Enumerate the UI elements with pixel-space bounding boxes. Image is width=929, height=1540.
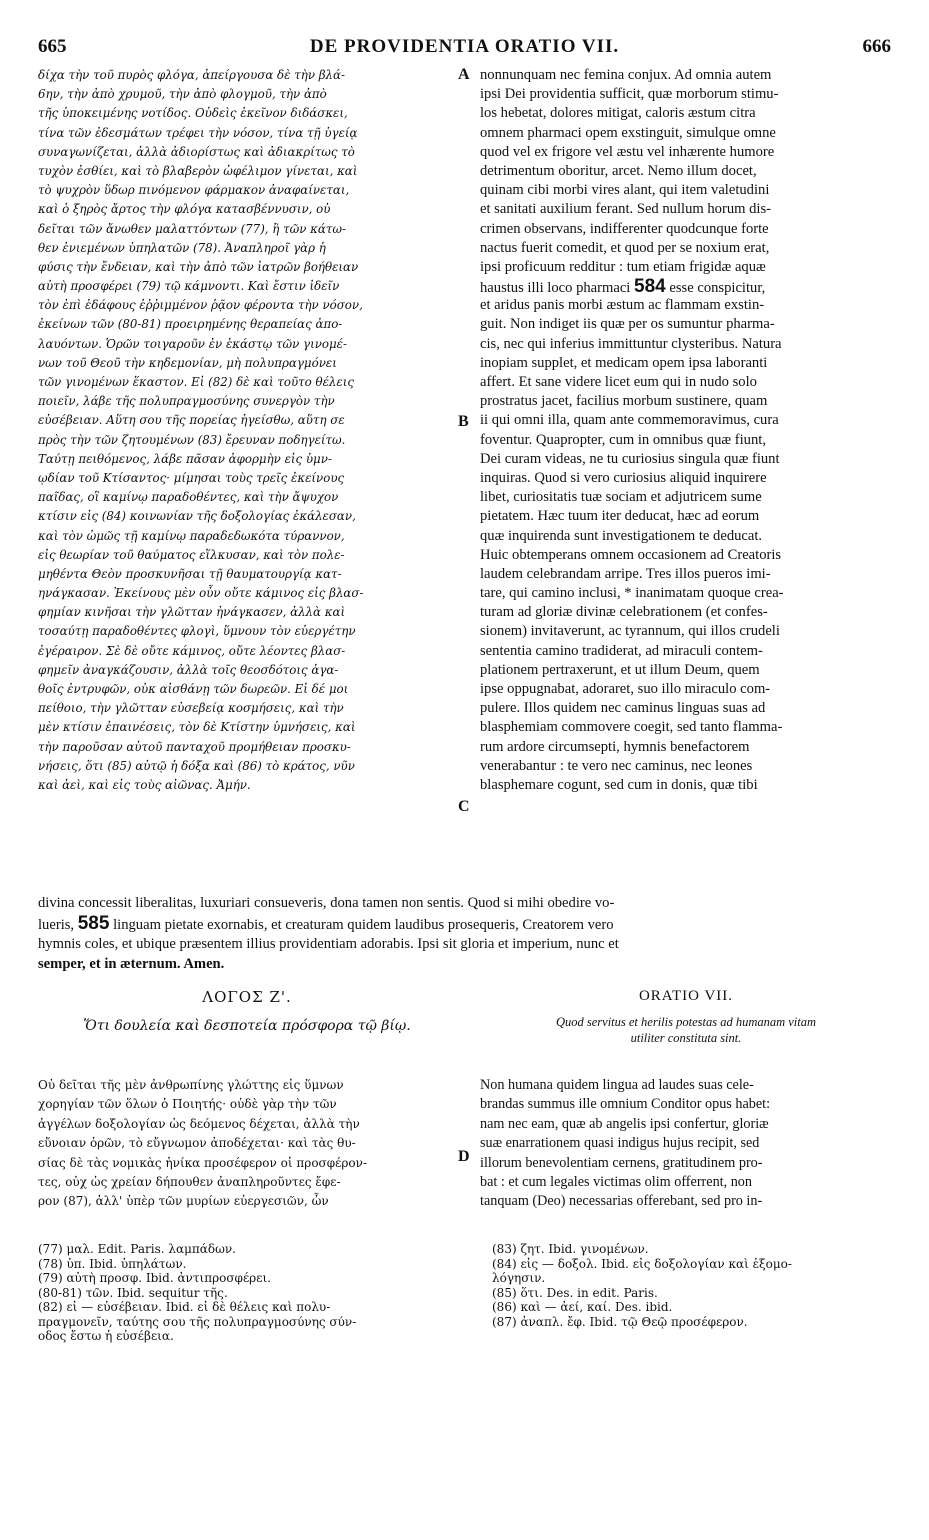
running-header [38,36,891,64]
full-width-line [38,914,891,936]
footnote-line: (87) ἀναπλ. ἔφ. Ibid. τῷ Θεῷ προσέφερον. [492,1314,748,1329]
greek-text-line: νων τοῦ Θεοῦ τὴν κηδεμονίαν, μὴ πολυπραγμόνει [38,355,337,370]
greek-text-line: ποιεῖν, λάβε τῆς πολυπραγμοσύνης συνεργὸν τὴν [38,394,335,409]
greek-text-line: δίχα τὴν τοῦ πυρὸς φλόγα, ἀπείργουσα δὲ τὴν βλά- [38,68,345,82]
footnote-line: (80-81) τῶν. Ibid. sequitur τῆς. [38,1285,228,1300]
margin-letter-b: B [458,413,469,430]
latin-text-line: affert. Et sane videre licet eum qui in nudo solo [480,374,757,390]
greek-text-line: φημίαν κινῆσαι τὴν γλῶτταν ἠνάγκασεν, ἀλλὰ καὶ [38,605,346,620]
latin-text-line: guit. Non indiget iis quæ per os sumuntur pharma- [480,316,775,333]
greek-text-line: τὸ ψυχρὸν ὕδωρ πινόμενον φάρμακον ἀναφαίνεται, [38,183,350,198]
greek-text-line: τῶν γινομένων ἕκαστον. Εἰ (82) δὲ καὶ τοῦτο θέλεις [38,375,354,389]
greek-text-line: αὐτὴ προσφέρει (79) τῷ κάμνοντι. Καὶ ἔστιν ἰδεῖν [38,279,340,294]
greek-text-line: φύσις τὴν ἔνδειαν, καὶ τὴν ἀπὸ τῶν ἰατρῶν βοήθειαν [38,259,359,274]
latin-text-line: inopiam supplet, et medicam opem ipsa laboranti [480,354,768,371]
latin-text-line: quæ inquirenda sunt investigationem te deducat. [480,527,763,544]
footnote-line: (83) ζητ. Ibid. γινομένων. [492,1242,649,1256]
margin-letter-a: A [458,66,470,83]
greek-text-line: ηνάγκασαν. Ἐκείνους μὲν οὖν οὔτε κάμινος εἰς βλασ- [38,586,364,601]
footnote-line: (85) ὅτι. Des. in edit. Paris. [492,1285,658,1300]
greek-text-line: ἀγγέλων δοξολογίαν ὡς δεόμενος δέχεται, ἀλλὰ τὴν [38,1116,360,1131]
latin-text-line: quod vel ex frigore vel æstu vel inhærente humore [480,143,775,160]
greek-text-line: εἰς θεωρίαν τοῦ θαύματος εἵλκυσαν, καὶ τὸν πολε- [38,547,345,562]
page-title: DE PROVIDENTIA ORATIO VII. [309,36,620,57]
text-fragment: linguam pietate exornabis, et creaturam quidem laudibus prosequeris, Creatorem vero [113,916,614,933]
latin-text-line: inquiras. Quod si vero curiosius aliquid inquirere [480,469,767,486]
greek-text-line: συναγωνίζεται, ἀλλὰ ἀδιορίστως καὶ ἀδιακρίτως τὸ [38,144,355,159]
latin-text-line: bat : et cum legales victimas olim offerrent, non [480,1174,752,1191]
latin-text-line: tanquam (Deo) necessarias offerebant, sed pro in- [480,1193,763,1210]
latin-text-line: turam ad gloriæ divinæ celebrationem (et confes- [480,604,768,621]
latin-text-line: pulere. Illos quidem nec caminus linguas suas ad [480,700,766,717]
greek-text-line: Ταύτῃ πειθόμενος, λάβε πᾶσαν ἀφορμὴν εἰς ὑμν- [38,451,332,466]
latin-text-line: illorum benevolentiam cernens, gratitudinem pro- [480,1154,763,1171]
latin-text-line: venerabantur : te vero nec caminus, nec leones [480,757,753,774]
latin-text-line: foventur. Quapropter, cum in omnibus quæ fiunt, [480,431,766,448]
greek-text-line: τυχὸν ἐσθίει, καὶ τὸ βλαβερὸν ὠφέλιμον γίνεται, καὶ [38,163,358,178]
page-number-left: 665 [38,36,67,57]
latin-text-line: los hebetat, dolores mitigat, caloris æstum citra [480,105,756,122]
greek-text-line: τὸν ἐπὶ ἐδάφους ἐῤῥιμμένον ῥᾷον φέροντα τὴν νόσον, [38,298,363,313]
latin-text-line: prostratus jacet, facilius morbum sustinere, quam [480,393,768,410]
greek-text-line: τοσαύτῃ παραδοθέντες φλογὶ, ὕμνουν τὸν εὐεργέτην [38,624,356,639]
text-fragment: lueris, [38,916,75,933]
greek-text-line: καὶ ἀεὶ, καὶ εἰς τοὺς αἰῶνας. Ἀμήν. [38,777,251,792]
greek-text-line: δεῖται τῶν ἄνωθεν μαλαττόντων (77), ἢ τῶν κάτω- [38,221,347,236]
latin-text-line: Non humana quidem lingua ad laudes suas cele- [480,1077,754,1093]
latin-text-line: tare, qui camino inclusi, * inanimatam quoque crea- [480,585,784,602]
greek-text-line: σίας δὲ τὰς νομικὰς ἡνίκα προσέφερον οἱ προσφέρον- [38,1155,367,1170]
latin-text-line: pietatem. Hæc tuum iter deducat, hæc ad eorum [480,508,760,525]
latin-text-line: quinam cibi morbi vires alant, qui item valetudini [480,182,770,199]
latin-section-title: ORATIO VII. [638,988,734,1004]
full-width-paragraph [38,894,891,974]
full-width-line: divina concessit liberalitas, luxuriari consueveris, dona tamen non sentis. Quod si mihi obedire vo- [38,895,615,911]
greek-section-title: ΛΟΓΟΣ Ζ'. [202,988,292,1006]
latin-text-line: cis, nec qui inferius immittuntur clysteribus. Natura [480,335,782,352]
latin-text-line: ipsi Dei providentia sufficit, quæ morborum stimu- [480,86,779,103]
greek-text-line: λαυόντων. Ὁρῶν τοιγαροῦν ἐν ἑκάστῳ τῶν γινομέ- [38,336,347,351]
greek-text-line: μηθέντα Θεὸν προσκυνῆσαι τῇ θαυματουργίᾳ κατ- [38,566,342,581]
footnotes-left [38,1242,356,1344]
greek-text-line: ῳδίαν τοῦ Κτίσαντος· μίμησαι τοὺς τρεῖς ἐκείνους [38,470,345,485]
page-number-right: 666 [862,36,891,57]
footnote-line: (82) εἰ — εὐσέβειαν. Ibid. εἰ δὲ θέλεις καὶ πολυ- [38,1300,331,1314]
greek-text-line: ρον (87), ἀλλ' ὑπὲρ τῶν μυρίων εὐεργεσιῶν, ὧν [38,1194,329,1209]
greek-text-line: ἐγέραιρον. Σὲ δὲ οὔτε κάμινος, οὔτε λέοντες βλασ- [38,643,346,658]
greek-text-line: καὶ ὁ ξηρὸς ἄρτος τὴν φλόγα κατασβέννυσιν, οὐ [38,202,331,217]
latin-text-line: et aridus panis morbi æstum ac flammam exstin- [480,297,765,314]
greek-text-line: τες, οὐχ ὡς χρείαν δήπουθεν ἀναπληροῦντες ἔφε- [38,1175,341,1190]
greek-text-line: νήσεις, ὅτι (85) αὐτῷ ἡ δόξα καὶ (86) τὸ κράτος, νῦν [38,758,355,773]
full-width-line: hymnis coles, et ubique præsentem illius providentiam adorabis. Ipsi sit gloria et imperium, nunc et [38,936,619,952]
latin-text-line: nactus fuerit comedit, et quod per se noxium erat, [480,239,770,256]
latin-text-line: sionem) invitaverunt, ac tyrannum, qui illos crudeli [480,623,780,640]
text-fragment: haustus illi loco pharmaci [480,280,631,297]
full-width-line: semper, et in æternum. Amen. [38,955,225,972]
latin-text-line: nam nec eam, quæ ab angelis ipsi confertur, gloriæ [480,1115,769,1132]
greek-column [38,66,456,795]
latin-text-line: blasphemiam commovere coegit, sed tanto flamma- [480,719,783,736]
latin-text-line: libet, curiositatis tuæ sociam et adjutricem sume [480,489,762,506]
latin-text-line: rum ardore circumsepti, hymnis benefactorem [480,738,750,755]
latin-text-line: ipsi proficuum redditur : tum etiam frigidæ aquæ [480,258,766,275]
latin-text-line [480,277,892,296]
subtitle-line: Quod servitus et herilis potestas ad humanam vitam [555,1015,817,1029]
latin-text-line: nonnunquam nec femina conjux. Ad omnia autem [480,67,772,83]
greek-text-line: θεν ἐνιεμένων ὑπηλατῶν (78). Ἀναπληροῖ γὰρ ἡ [38,240,326,255]
column-number: 584 [634,277,666,297]
subtitle-line: utiliter constituta sint. [630,1031,742,1045]
greek-text-line: χορηγίαν τῶν ὅλων ὁ Ποιητής· οὐδὲ γὰρ τὴν τῶν [38,1097,337,1112]
greek-text-line: καὶ τὸν ὠμῶς τῇ καμίνῳ παραδεδωκότα τύραννον, [38,528,345,543]
text-fragment: esse conspicitur, [669,280,766,297]
footnotes-right [492,1242,792,1329]
greek-text-line: θοῖς ἐντρυφῶν, οὐκ αἰσθάνῃ τῶν δωρεῶν. Εἰ δέ μοι [38,682,349,696]
column-number: 585 [77,912,110,934]
latin-text-line: omnem pharmaci opem exstinguit, simulque omne [480,124,776,141]
greek-text-line: πρὸς τὴν τῶν ζητουμένων (83) ἔρευναν ποδηγείτω. [38,432,346,447]
latin-text-line: plationem pertraxerunt, et ut illum Deum, quem [480,661,760,678]
greek-text-line: ἐκείνων τῶν (80-81) προειρημένης θεραπείας ἀπο- [38,317,343,332]
footnote-line: (77) μαλ. Edit. Paris. λαμπάδων. [38,1242,236,1256]
greek-text-line: μὲν κτίσιν ἐπαινέσεις, τὸν δὲ Κτίστην ὑμνήσεις, καὶ [38,720,356,735]
footnote-line: (86) καὶ — ἀεί, καί. Des. ibid. [492,1300,673,1314]
footnote-line: λόγησιν. [492,1271,546,1285]
footnote-line: (84) εἰς — δοξολ. Ibid. εἰς δοξολογίαν καὶ ἐξομο- [492,1256,792,1271]
latin-text-line: sententia camino tradiderat, ad miraculi contem- [480,642,763,659]
greek-text-line: τῆς ὑποκειμένης νοτίδος. Οὐδεὶς ἐκεῖνον διδάσκει, [38,106,348,121]
latin-text-line: blasphemare cogunt, sed cum in donis, quæ tibi [480,776,758,793]
greek-text-line: τὴν παροῦσαν αὐτοῦ πανταχοῦ προμήθειαν προσκυ- [38,739,351,754]
latin-text-line: Dei curam videas, ne tu curiosius singula quæ fiunt [480,450,780,467]
margin-letter-d: D [458,1148,470,1165]
greek-text-line: παῖδας, οἳ καμίνῳ παραδοθέντες, καὶ τὴν ἄψυχον [38,490,339,505]
latin-text-line: ipse oppugnabat, adoraret, suo illo miraculo com- [480,681,771,697]
margin-letter-c: C [458,798,470,815]
latin-column [480,66,892,795]
latin-text-line: brandas summus ille omnium Conditor opus habet: [480,1096,771,1113]
greek-text-line: τίνα τῶν ἐδεσμάτων τρέφει τὴν νόσον, τίνα τῇ ὑγείᾳ [38,125,358,140]
greek-section-body [38,1076,456,1212]
greek-text-line: εὔνοιαν ὁρῶν, τὸ εὔγνωμον ἀποδέχεται· καὶ τὰς θυ- [38,1136,356,1151]
greek-text-line: πείθοιο, τὴν γλῶτταν εὐσεβείᾳ κοσμήσεις, καὶ τὴν [38,701,344,716]
latin-section-body [480,1076,892,1212]
greek-text-line: εὐσέβειαν. Αὕτη σου τῆς πορείας ἡγείσθω, αὕτη σε [38,413,345,428]
latin-section-subtitle [480,1014,892,1046]
greek-section-subtitle: Ὅτι δουλεία καὶ δεσποτεία πρόσφορα τῷ βίῳ. [83,1018,411,1034]
latin-text-line: et sanitati auxilium ferant. Sed nullum horum dis- [480,201,772,218]
latin-text-line: ii qui omni illa, quam ante commemoravimus, cura [480,412,779,429]
latin-text-line: detrimentum oboritur, arcet. Nemo illum docet, [480,162,757,179]
footnote-line: (78) ὑπ. Ibid. ὑπηλάτων. [38,1256,187,1271]
greek-text-line: φημεῖν ἀναγκάζουσιν, ἀλλὰ τοῖς θεοσδότοις ἀγα- [38,662,339,677]
footnote-line: οδος ἔστω ἡ εὐσέβεια. [38,1329,174,1343]
footnote-line: (79) αὐτὴ προσφ. Ibid. ἀντιπροσφέρει. [38,1271,271,1285]
footnote-line: πραγμονεῖν, ταύτης σου τῆς πολυπραγμοσύνης σύν- [38,1314,357,1329]
latin-text-line: suæ enarrationem quasi indigus hujus recipit, sed [480,1135,760,1152]
greek-text-line: Οὐ δεῖται τῆς μὲν ἀνθρωπίνης γλώττης εἰς ὕμνων [38,1078,344,1092]
greek-text-line: κτίσιν εἰς (84) κοινωνίαν τῆς δοξολογίας ἐκάλεσαν, [38,509,356,524]
latin-text-line: laudem celebrandam arripe. Tres illos pueros imi- [480,565,771,582]
latin-text-line: Huic obtemperans omnem occasionem ad Creatoris [480,546,782,563]
greek-text-line: 6ην, τὴν ἀπὸ χρυμοῦ, τὴν ἀπὸ φλογμοῦ, τὴν ἀπὸ [38,87,327,102]
latin-text-line: crimen observans, indifferenter quodcunque forte [480,220,769,237]
